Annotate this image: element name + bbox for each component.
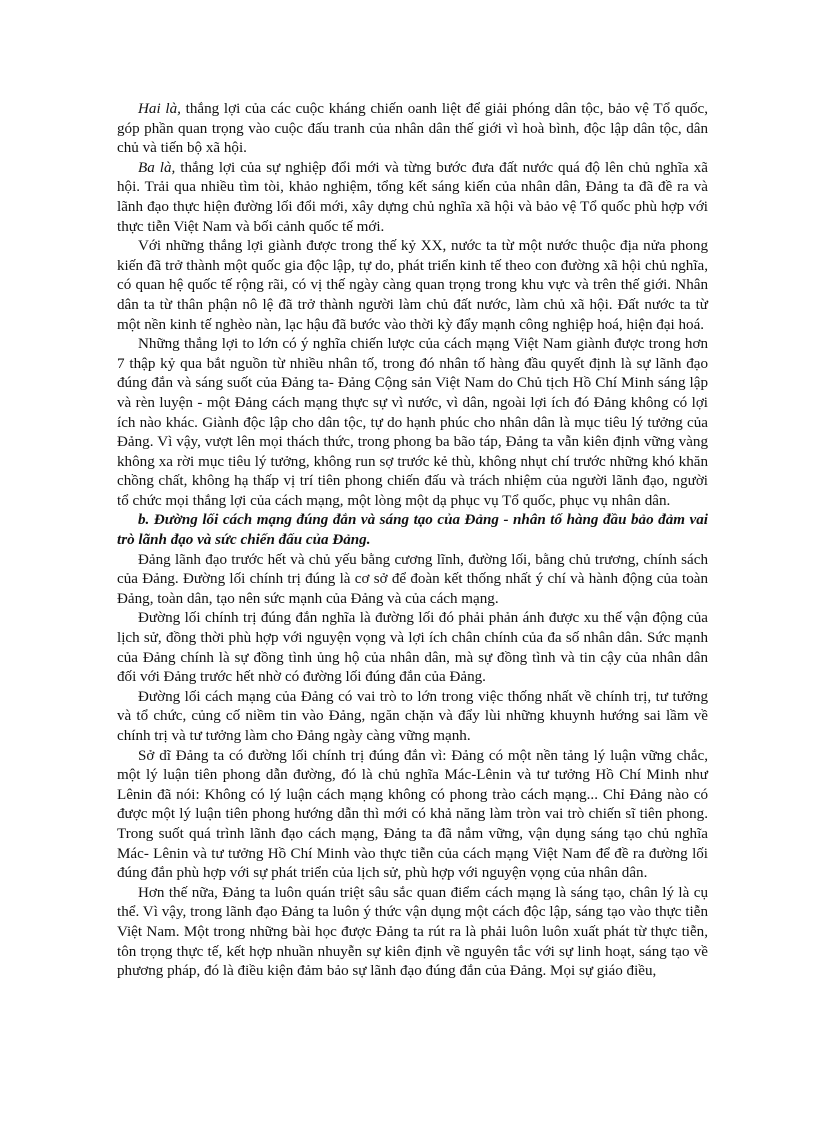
paragraph-correct-line: Đường lối chính trị đúng đắn nghĩa là đường lối đó phải phản ánh được xu thế vận động của lịch sử, đồng thời phù hợp với nguyện vọng và lợi ích chân chính của đa số nhân dân. Sức mạnh của Đảng chính là sự đồng tình ủng hộ của nhân dân, mà sự đồng tình và tin cậy của nhân dân đối với Đảng trước hết nhờ có đường lối đúng đắn của Đảng. bbox=[117, 610, 708, 686]
paragraph-party-leadership: Đảng lãnh đạo trước hết và chủ yếu bằng cương lĩnh, đường lối, bằng chủ trương, chính sách của Đảng. Đường lối chính trị đúng là cơ sở để đoàn kết thống nhất ý chí và hành động của toàn Đảng, toàn dân, tạo nên sức mạnh của Đảng và của cách mạng. bbox=[117, 551, 708, 607]
paragraph-victories-20th-century: Với những thắng lợi giành được trong thế kỷ XX, nước ta từ một nước thuộc địa nửa phong kiến đã trở thành một quốc gia độc lập, tự do, phát triển kinh tế theo con đường xã hội chủ nghĩa, có quan hệ quốc tế rộng rãi, có vị thế ngày càng quan trọng trong khu vực và trên thế giới. Nhân dân ta từ thân phận nô lệ đã trở thành người làm chủ đất nước, làm chủ xã hội. Đất nước ta từ một nền kinh tế nghèo nàn, lạc hậu đã bước vào thời kỳ đẩy mạnh công nghiệp hoá, hiện đại hoá. bbox=[117, 238, 708, 333]
paragraph-text: thắng lợi của sự nghiệp đổi mới và từng bước đưa đất nước quá độ lên chủ nghĩa xã hội. Trải qua nhiều tìm tòi, khảo nghiệm, tổng kết sáng kiến của nhân dân, Đảng ta đã đề ra và lãnh đạo thực hiện đường lối đổi mới, xây dựng chủ nghĩa xã hội và bảo vệ Tổ quốc phù hợp với thực tiễn Việt Nam và bối cảnh quốc tế mới. bbox=[117, 159, 708, 235]
paragraph-lead: Hai là, bbox=[138, 101, 181, 117]
paragraph-creativity: Hơn thế nữa, Đảng ta luôn quán triệt sâu sắc quan điểm cách mạng là sáng tạo, chân lý là cụ thể. Vì vậy, trong lãnh đạo Đảng ta luôn ý thức vận dụng một cách độc lập, sáng tạo vào thực tiễn Việt Nam. Một trong những bài học được Đảng ta rút ra là phải luôn luôn xuất phát từ thực tiễn, tôn trọng thực tế, kết hợp nhuần nhuyễn sự kiên định về nguyên tắc với sự linh hoạt, sáng tạo về phương pháp, đó là điều kiện đảm bảo sự lãnh đạo đúng đắn của Đảng. Mọi sự giáo điều, bbox=[117, 884, 708, 980]
paragraph-lead: Ba là, bbox=[138, 159, 176, 176]
paragraph-text: thắng lợi của các cuộc kháng chiến oanh liệt để giải phóng dân tộc, bảo vệ Tổ quốc, góp phần quan trọng vào cuộc đấu tranh của nhân dân thế giới vì hoà bình, độc lập dân tộc, dân chủ và tiến bộ xã hội. bbox=[117, 101, 708, 157]
paragraph-strategic-victories: Những thắng lợi to lớn có ý nghĩa chiến lược của cách mạng Việt Nam giành được trong hơn 7 thập kỷ qua bắt nguồn từ nhiều nhân tố, trong đó nhân tố hàng đầu quyết định là sự lãnh đạo đúng đắn và sáng suốt của Đảng ta- Đảng Cộng sản Việt Nam do Chủ tịch Hồ Chí Minh sáng lập và rèn luyện - một Đảng cách mạng thực sự vì nước, vì dân, ngoài lợi ích đó Đảng không có lợi ích nào khác. Giành độc lập cho dân tộc, tự do hạnh phúc cho nhân dân là mục tiêu lý tưởng của Đảng. Vì vậy, vượt lên mọi thách thức, trong phong ba bão táp, Đảng ta vẫn kiên định vững vàng không xa rời mục tiêu lý tưởng, không run sợ trước kẻ thù, không nhụt chí trước những khó khăn chồng chất, không hạ thấp vị trí tiên phong chiến đấu và trách nhiệm của người lãnh đạo, người tổ chức mọi thắng lợi của cách mạng, một lòng một dạ phục vụ Tổ quốc, phục vụ nhân dân. bbox=[117, 336, 708, 509]
paragraph-role-of-line: Đường lối cách mạng của Đảng có vai trò to lớn trong việc thống nhất về chính trị, tư tưởng và tổ chức, củng cố niềm tin vào Đảng, ngăn chặn và đẩy lùi những khuynh hướng sai lầm về chính trị và tư tưởng làm cho Đảng ngày càng vững mạnh. bbox=[117, 688, 708, 744]
paragraph-hai-la bbox=[117, 100, 708, 159]
section-heading-b: b. Đường lối cách mạng đúng đắn và sáng tạo của Đảng - nhân tố hàng đầu bảo đảm vai trò lãnh đạo và sức chiến đấu của Đảng. bbox=[117, 512, 708, 549]
paragraph-ba-la bbox=[117, 159, 708, 237]
paragraph-theory-foundation: Sở dĩ Đảng ta có đường lối chính trị đúng đắn vì: Đảng có một nền tảng lý luận vững chắc, một lý luận tiên phong dẫn đường, đó là chủ nghĩa Mác-Lênin và tư tưởng Hồ Chí Minh như Lênin đã nói: Không có lý luận cách mạng không có phong trào cách mạng... Chỉ Đảng nào có được một lý luận tiên phong hướng dẫn thì mới có khả năng làm tròn vai trò chiến sĩ tiên phong. Trong suốt quá trình lãnh đạo cách mạng, Đảng ta đã nắm vững, vận dụng sáng tạo chủ nghĩa Mác- Lênin và tư tưởng Hồ Chí Minh vào thực tiễn của cách mạng Việt Nam để đề ra đường lối đúng đắn phù hợp với sự phát triển của lịch sử, phù hợp với nguyện vọng của nhân dân. bbox=[117, 747, 708, 882]
